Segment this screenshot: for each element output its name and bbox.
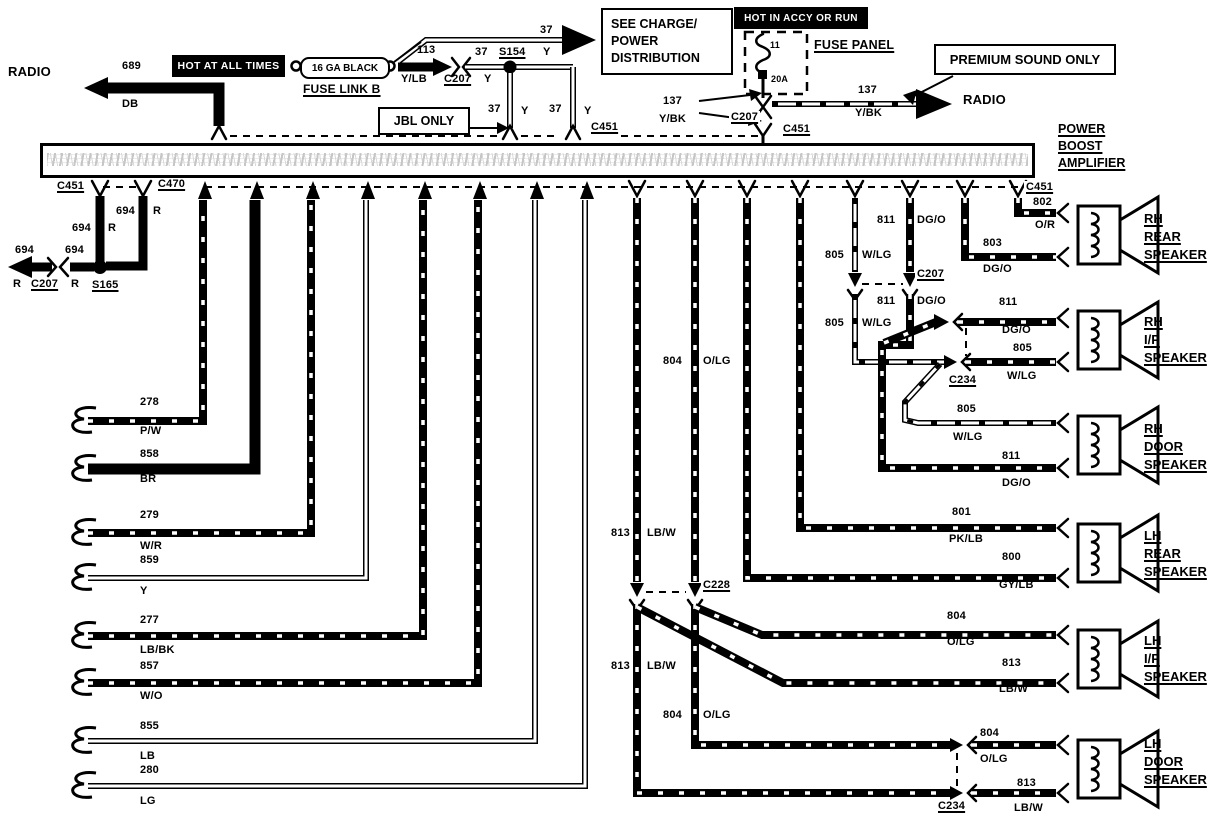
wire-279-num: 279	[140, 509, 159, 521]
wire-277-color: LB/BK	[140, 644, 175, 656]
rh-door-speaker-label	[1144, 420, 1207, 474]
wire-277-num: 277	[140, 614, 159, 626]
connector-c451-right-label: C451	[783, 123, 811, 135]
wire-805-color-rhip: W/LG	[1007, 370, 1037, 382]
see-charge-line2: POWER	[611, 34, 659, 48]
wire-855-color: LB	[140, 750, 156, 762]
wire-694-color-2: R	[153, 205, 162, 217]
spk1-l2: REAR	[1144, 229, 1181, 244]
wire-y-label-4: Y	[584, 105, 592, 117]
wire-803-color: DG/O	[983, 263, 1012, 275]
spk3-l1: RH	[1144, 421, 1163, 436]
connector-c451-top-label: C451	[591, 121, 619, 133]
spk5-l1: LH	[1144, 633, 1162, 648]
wire-804-num-mid: 804	[663, 355, 682, 367]
wire-804-color-low: O/LG	[703, 709, 731, 721]
lh-door-speaker-label	[1144, 735, 1207, 789]
wire-813-num-lhdoor: 813	[1017, 777, 1036, 789]
spk1-l1: RH	[1144, 211, 1163, 226]
wire-804-color-lhip: O/LG	[947, 636, 975, 648]
spk4-l2: REAR	[1144, 546, 1181, 561]
connector-c207-top-label: C207	[444, 73, 472, 85]
fuse-rating: 20A	[771, 74, 789, 84]
wire-694-num-2: 694	[116, 205, 135, 217]
wire-813-num-low: 813	[611, 660, 630, 672]
wire-689-num: 689	[122, 60, 141, 72]
see-charge-line1: SEE CHARGE/	[611, 17, 698, 31]
connector-c234-lhdoor-label: C234	[938, 800, 966, 812]
spk5-l2: I/P	[1144, 651, 1160, 666]
wire-y-label-2: Y	[543, 46, 551, 58]
wire-801-num: 801	[952, 506, 971, 518]
wire-37-num-1: 37	[475, 46, 488, 58]
wire-802-num: 802	[1033, 196, 1052, 208]
wire-805-num-rhdoor: 805	[957, 403, 976, 415]
wire-813-color-lhip: LB/W	[999, 683, 1028, 695]
spk6-l2: DOOR	[1144, 754, 1183, 769]
spk6-l1: LH	[1144, 736, 1162, 751]
wire-694-color-4: R	[71, 278, 80, 290]
connector-c228-label: C228	[703, 579, 731, 591]
spk4-l3: SPEAKER	[1144, 564, 1207, 579]
wire-811-num-1: 811	[877, 214, 896, 226]
connector-c207-mid-label: C207	[917, 268, 945, 280]
wire-811-num-rhdoor: 811	[1002, 450, 1021, 462]
wire-800-color: GY/LB	[999, 579, 1034, 591]
fuse-link-b-label: FUSE LINK B	[303, 82, 381, 96]
wire-813-num-lhip: 813	[1002, 657, 1021, 669]
spk1-l3: SPEAKER	[1144, 247, 1207, 262]
wire-y-label-3: Y	[521, 105, 529, 117]
radio-right-label: RADIO	[963, 92, 1006, 107]
wire-859-y-core	[88, 200, 366, 578]
wire-811-num-rhip: 811	[999, 296, 1018, 308]
connector-c451-amp-label: C451	[1026, 181, 1054, 193]
wire-803-num: 803	[983, 237, 1002, 249]
wire-137-num-right: 137	[858, 84, 877, 96]
premium-sound-only-box: PREMIUM SOUND ONLY	[934, 44, 1116, 75]
spk6-l3: SPEAKER	[1144, 772, 1207, 787]
jbl-only-box: JBL ONLY	[378, 107, 470, 135]
wire-859-num: 859	[140, 554, 159, 566]
wire-805-color-2: W/LG	[862, 317, 892, 329]
wire-280-num: 280	[140, 764, 159, 776]
wire-813-num-mid: 813	[611, 527, 630, 539]
wire-859-y	[88, 200, 366, 578]
wire-137-color-left: Y/BK	[659, 113, 687, 125]
wire-694-color-3: R	[13, 278, 22, 290]
wire-805-color-rhdoor: W/LG	[953, 431, 983, 443]
wire-694-num-1: 694	[72, 222, 91, 234]
pba-line3: AMPLIFIER	[1058, 156, 1126, 170]
wire-137-color-right: Y/BK	[855, 107, 883, 119]
speaker-terminals	[1058, 204, 1068, 802]
wire-857-num: 857	[140, 660, 159, 672]
spk5-l3: SPEAKER	[1144, 669, 1207, 684]
wire-859-color: Y	[140, 585, 148, 597]
wire-811-color-2: DG/O	[917, 295, 946, 307]
wire-805-num-1: 805	[825, 249, 844, 261]
see-charge-line3: DISTRIBUTION	[611, 51, 700, 65]
wire-811-color-1: DG/O	[917, 214, 946, 226]
jbl-only-arrow	[470, 122, 509, 134]
wire-811-color-rhdoor: DG/O	[1002, 477, 1031, 489]
wire-279-color: W/R	[140, 540, 162, 552]
connector-c207-right-label: C207	[731, 111, 759, 123]
connector-c207-left-label: C207	[31, 278, 59, 290]
connector-c234-right-label: C234	[949, 374, 977, 386]
spk3-l2: DOOR	[1144, 439, 1183, 454]
wire-813-color-lhdoor: LB/W	[1014, 802, 1043, 814]
wire-694-num-4: 694	[65, 244, 84, 256]
wire-stripe	[637, 607, 1056, 683]
fuse-gauge-label: 16 GA BLACK	[300, 57, 390, 79]
wire-858-num: 858	[140, 448, 159, 460]
wire-857-color: W/O	[140, 690, 163, 702]
spk2-l2: I/P	[1144, 332, 1160, 347]
connector-c451-belowbar-label: C451	[57, 180, 85, 192]
wire-804-num-lhdoor: 804	[980, 727, 999, 739]
see-charge-power-distribution-box	[601, 8, 733, 75]
splice-s165-dot	[93, 260, 107, 274]
wire-811-color-rhip: DG/O	[1002, 324, 1031, 336]
wire-804-color-lhdoor: O/LG	[980, 753, 1008, 765]
wire-689-color: DB	[122, 98, 139, 110]
wire-37-num-4: 37	[549, 103, 562, 115]
rh-rear-speaker-label	[1144, 210, 1207, 264]
splice-s165-label: S165	[92, 279, 119, 291]
connector-c234-lhdoor	[950, 737, 1056, 801]
pba-line1: POWER	[1058, 122, 1106, 136]
pba-line2: BOOST	[1058, 139, 1103, 153]
spk3-l3: SPEAKER	[1144, 457, 1207, 472]
wire-278-color: P/W	[140, 425, 162, 437]
wire-804-num-lhip: 804	[947, 610, 966, 622]
spk2-l3: SPEAKER	[1144, 350, 1207, 365]
wire-37-num-2: 37	[540, 24, 553, 36]
splice-s154-label: S154	[499, 46, 526, 58]
wire-694-num-3: 694	[15, 244, 34, 256]
wire-37-num-3: 37	[488, 103, 501, 115]
amp-connector-row	[92, 181, 1026, 199]
radio-left-label: RADIO	[8, 64, 51, 79]
wire-800-num: 800	[1002, 551, 1021, 563]
fuse-position: 11	[770, 40, 780, 50]
hot-in-accy-or-run-box: HOT IN ACCY OR RUN	[734, 7, 868, 29]
fuse-panel-label: FUSE PANEL	[814, 38, 895, 52]
splice-s154-dot	[504, 61, 517, 74]
wire-858-color: BR	[140, 473, 157, 485]
power-boost-amplifier-label	[1058, 121, 1125, 172]
wire-801-color: PK/LB	[949, 533, 983, 545]
rh-ip-speaker-label	[1144, 313, 1207, 367]
wire-802-color: O/R	[1035, 219, 1056, 231]
lh-rear-speaker-label	[1144, 527, 1207, 581]
wire-813-color-low: LB/W	[647, 660, 676, 672]
wire-805-color-1: W/LG	[862, 249, 892, 261]
wire-805-num-2: 805	[825, 317, 844, 329]
wire-804-color-mid: O/LG	[703, 355, 731, 367]
wire-278-num: 278	[140, 396, 159, 408]
wire-113-color: Y/LB	[401, 73, 427, 85]
wire-804-num-low: 804	[663, 709, 682, 721]
hot-at-all-times-box: HOT AT ALL TIMES	[172, 55, 285, 77]
wire-855-num: 855	[140, 720, 159, 732]
wire-813-color-mid: LB/W	[647, 527, 676, 539]
wire-137-num-left: 137	[663, 95, 682, 107]
wire-113-num: 113	[417, 44, 436, 56]
wire-y-label-1: Y	[484, 73, 492, 85]
wire-858-br	[88, 200, 255, 469]
wire-689-db	[84, 77, 226, 139]
wire-694-color-1: R	[108, 222, 117, 234]
wire-811-num-2: 811	[877, 295, 896, 307]
wire-805-num-rhip: 805	[1013, 342, 1032, 354]
wire-280-color: LG	[140, 795, 156, 807]
connector-c470-label: C470	[158, 178, 186, 190]
lh-ip-speaker-label	[1144, 632, 1207, 686]
spk4-l1: LH	[1144, 528, 1162, 543]
spk2-l1: RH	[1144, 314, 1163, 329]
